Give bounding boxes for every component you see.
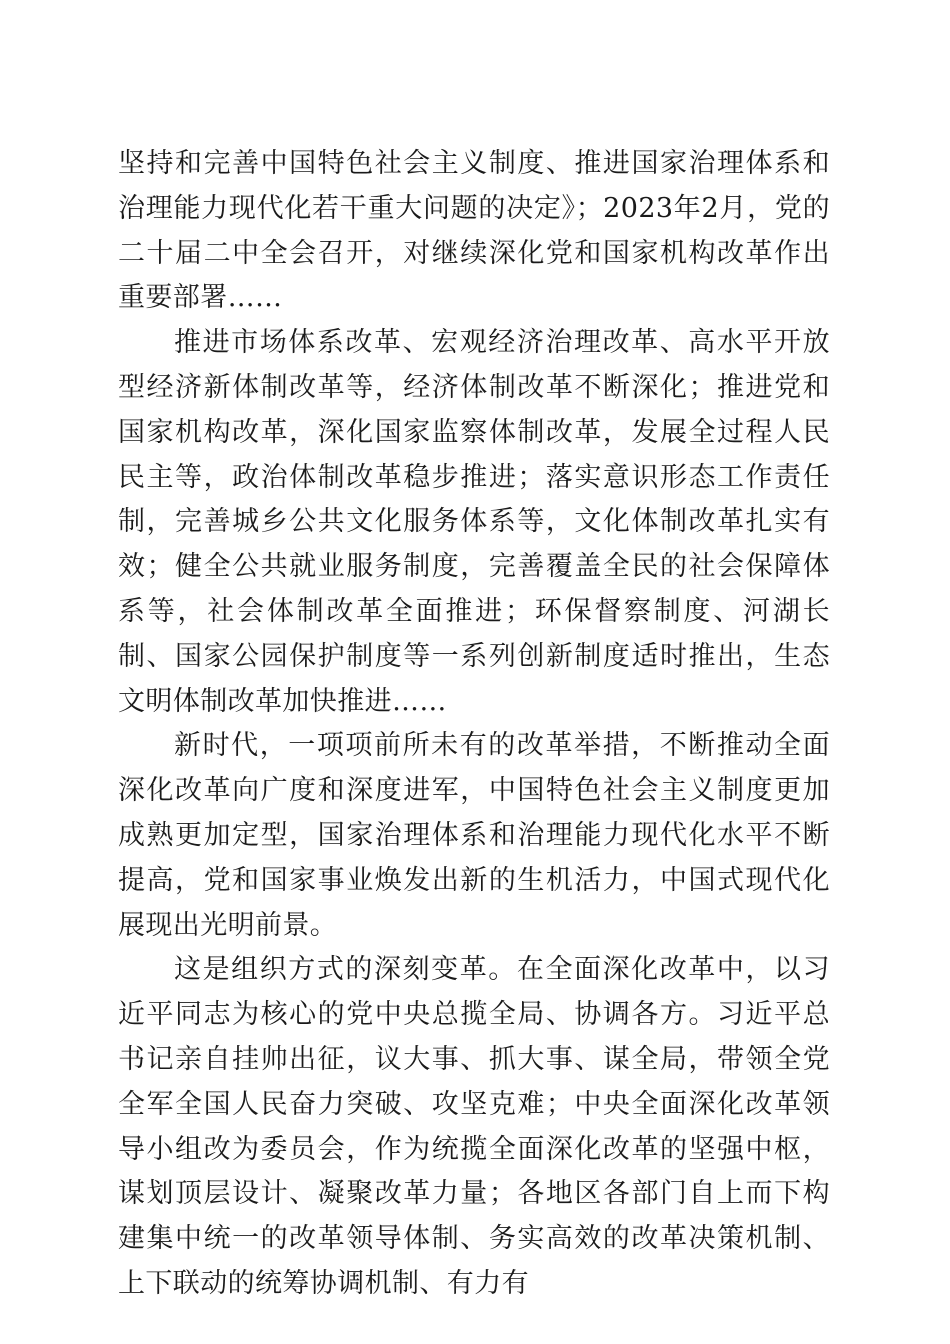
paragraph-reform-areas: 推进市场体系改革、宏观经济治理改革、高水平开放型经济新体制改革等，经济体制改革不断深化；推进党和国家机构改革，深化国家监察体制改革，发展全过程人民民主等，政治体制改革稳步推进；落实意识形态工作责任制，完善城乡公共文化服务体系等，文化体制改革扎实有效；健全公共就业服务制度，完善覆盖全民的社会保障体系等，社会体制改革全面推进；环保督察制度、河湖长制、国家公园保护制度等一系列创新制度适时推出，生态文明体制改革加快推进……	[118, 327, 830, 717]
paragraph-new-era: 新时代，一项项前所未有的改革举措，不断推动全面深化改革向广度和深度进军，中国特色社会主义制度更加成熟更加定型，国家治理体系和治理能力现代化水平不断提高，党和国家事业焕发出新的生机活力，中国式现代化展现出光明前景。	[118, 730, 830, 941]
paragraph-continuation: 坚持和完善中国特色社会主义制度、推进国家治理体系和治理能力现代化若干重大问题的决定》；2023年2月，党的二十届二中全会召开，对继续深化党和国家机构改革作出重要部署……	[118, 148, 830, 314]
paragraph-organization: 这是组织方式的深刻变革。在全面深化改革中，以习近平同志为核心的党中央总揽全局、协调各方。习近平总书记亲自挂帅出征，议大事、抓大事、谋全局，带领全党全军全国人民奋力突破、攻坚克难；中央全面深化改革领导小组改为委员会，作为统揽全面深化改革的坚强中枢，谋划顶层设计、凝聚改革力量；各地区各部门自上而下构建集中统一的改革领导体制、务实高效的改革决策机制、上下联动的统筹协调机制、有力有	[118, 954, 830, 1299]
document-page	[118, 142, 830, 1307]
